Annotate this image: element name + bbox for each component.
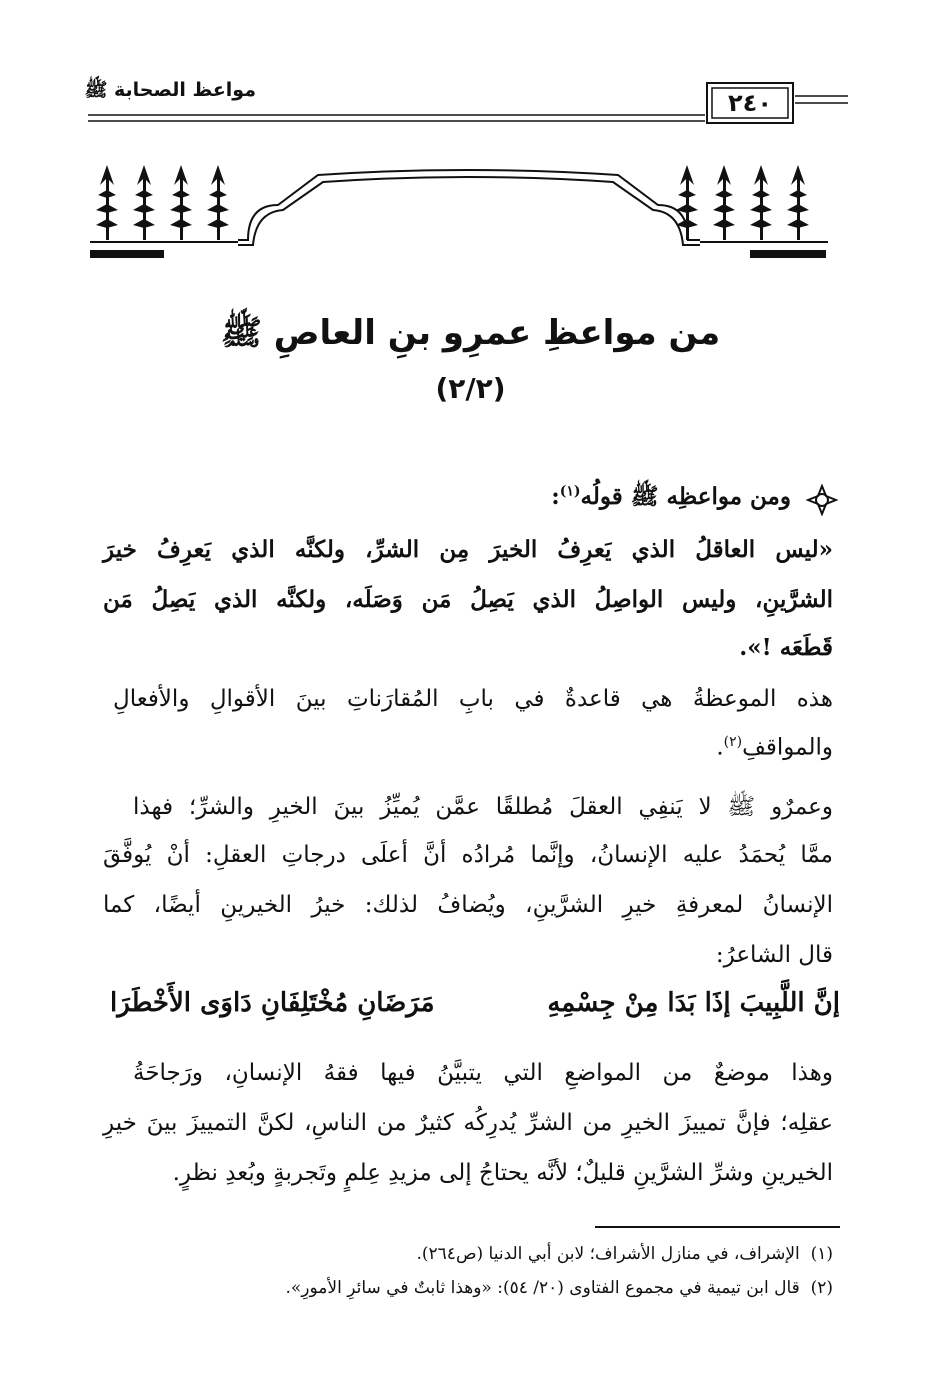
intro-line <box>391 482 791 516</box>
para1-text: والمواقفِ <box>742 734 833 761</box>
para2-line-3: الإنسانُ لمعرفةِ خيرِ الشرَّينِ، ويُضافُ لذلك: خيرُ الخيرينِ أيضًا، كما <box>103 892 833 918</box>
chapter-title: من مواعظِ عمرِو بنِ العاصِ ﷺ <box>220 313 721 353</box>
palm-icon <box>207 165 229 240</box>
para1-line-1: هذه الموعظةُ هي قاعدةٌ في بابِ المُقارَناتِ بينَ الأقوالِ والأفعالِ <box>113 686 833 712</box>
footnote-1-text: الإشراف، في منازل الأشراف؛ لابن أبي الدنيا (ص٢٦٤). <box>416 1244 800 1264</box>
poem-verse <box>110 988 840 1036</box>
running-header-title: مواعظ الصحابة ﷺ <box>84 79 256 101</box>
palm-icon <box>133 165 155 240</box>
quote-line-3: قَطَعَه !». <box>739 634 833 661</box>
footnote-2 <box>103 1278 833 1298</box>
palm-icon <box>713 165 735 240</box>
footnote-ref-2: (٢) <box>723 734 743 750</box>
footnote-ref-1: (١) <box>559 483 581 500</box>
para3-line-1: وهذا موضعٌ من المواضعِ التي يتبيَّنُ فيها فقهُ الإنسانِ، ورَجاحَةُ <box>133 1060 833 1086</box>
footnote-2-number: (٢) <box>810 1278 833 1298</box>
header-frame <box>0 0 941 140</box>
page-number: ٢٤٠ <box>728 89 772 117</box>
palm-icon <box>170 165 192 240</box>
para2-line-1: وعمرٌو ﷺ لا يَنفِي العقلَ مُطلقًا عمَّن يُميِّزُ بينَ الخيرِ والشرِّ؛ فهذا <box>133 794 833 820</box>
palm-icon <box>96 165 118 240</box>
quote-line-2: الشرَّينِ، وليس الواصِلُ الذي يَصِلُ مَن وَصَلَه، ولكنَّه الذي يَصِلُ مَن <box>103 586 833 613</box>
quote-line-1: «ليس العاقلُ الذي يَعرِفُ الخيرَ مِن الشرِّ، ولكنَّه الذي يَعرِفُ خيرَ <box>103 536 833 563</box>
poem-right-hemistich: إنَّ اللَّبِيبَ إذَا بَدَا مِنْ جِسْمِهِ <box>547 988 840 1018</box>
para3-line-2: عقلِه؛ فإنَّ تمييزَ الخيرِ من الشرِّ يُدرِكُه كثيرٌ من الناسِ، لكنَّ التمييزَ بينَ خيرِ <box>103 1110 833 1136</box>
intro-text: ومن مواعظِه ﷺ قولُه <box>580 483 791 510</box>
poem-left-hemistich: مَرَضَانِ مُخْتَلِفَانِ دَاوَى الأَخْطَرَا <box>110 988 435 1018</box>
intro-colon: : <box>551 483 560 510</box>
palm-icon <box>787 165 809 240</box>
para1-line-2 <box>103 734 833 761</box>
palm-icon <box>750 165 772 240</box>
footnote-2-text: قال ابن تيمية في مجموع الفتاوى (٢٠/ ٥٤): «وهذا ثابتٌ في سائرِ الأمورِ». <box>285 1278 800 1298</box>
star-bullet-icon <box>806 484 838 516</box>
footnote-1 <box>103 1244 833 1264</box>
para2-line-4: قال الشاعرُ: <box>715 942 833 968</box>
para2-line-2: ممَّا يُحمَدُ عليه الإنسانُ، وإنَّما مُرادُه أنَّ أعلَى درجاتِ العقلِ: أنْ يُوفَّقَ <box>103 842 833 868</box>
chapter-part: (٢/٢) <box>435 372 506 405</box>
ornament-banner <box>88 160 848 265</box>
footnote-1-number: (١) <box>810 1244 833 1264</box>
para1-end: . <box>716 734 724 761</box>
footnote-separator <box>595 1226 840 1228</box>
para3-line-3: الخيرينِ وشرِّ الشرَّينِ قليلٌ؛ لأنَّه يحتاجُ إلى مزيدِ عِلمٍ وتَجربةٍ وبُعدِ نظرٍ. <box>172 1160 833 1186</box>
